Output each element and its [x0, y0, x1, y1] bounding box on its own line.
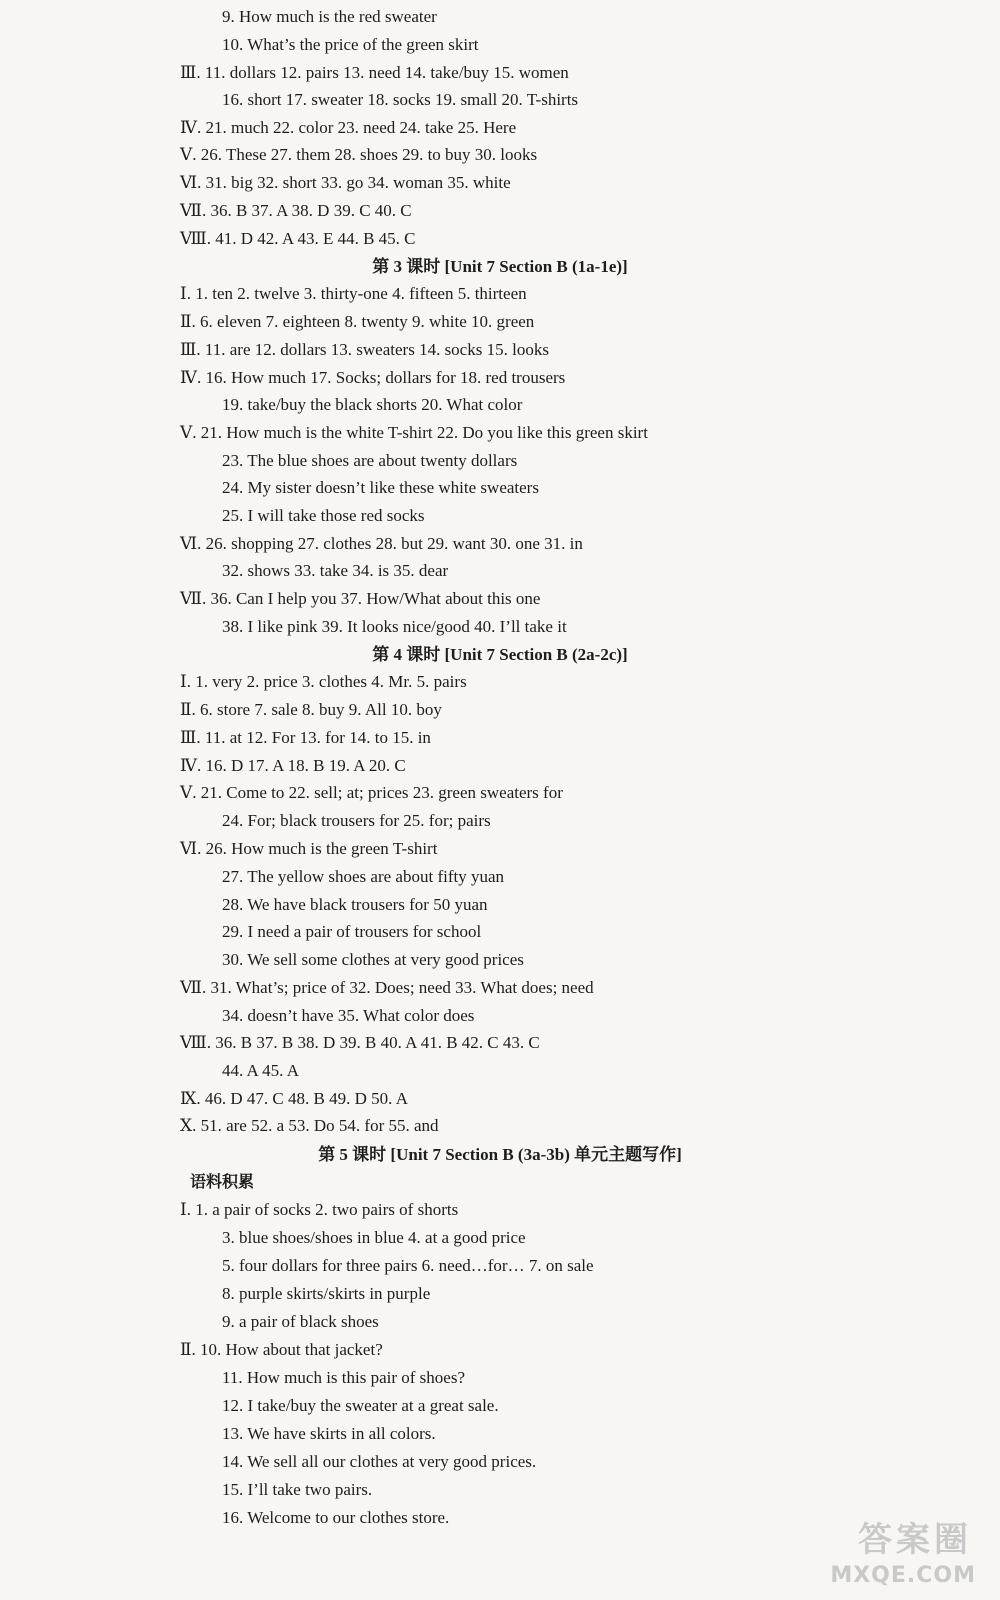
answer-line: Ⅲ. 11. are 12. dollars 13. sweaters 14. socks 15. looks: [180, 340, 549, 359]
answer-line: Ⅹ. 51. are 52. a 53. Do 54. for 55. and: [180, 1116, 439, 1135]
answer-line: 30. We sell some clothes at very good prices: [222, 950, 524, 969]
answer-line: 11. How much is this pair of shoes?: [222, 1368, 466, 1387]
answer-line: 9. a pair of black shoes: [222, 1312, 379, 1331]
answer-line: 24. For; black trousers for 25. for; pairs: [222, 811, 491, 830]
answer-line: Ⅱ. 6. store 7. sale 8. buy 9. All 10. boy: [180, 700, 442, 719]
answer-line: 44. A 45. A: [222, 1061, 299, 1080]
lesson-heading: 第 4 课时 [Unit 7 Section B (2a-2c)]: [372, 645, 628, 664]
section-label: 语料积累: [190, 1172, 255, 1191]
answer-line: Ⅰ. 1. very 2. price 3. clothes 4. Mr. 5. pairs: [180, 672, 467, 691]
answer-line: 16. Welcome to our clothes store.: [222, 1508, 450, 1527]
answer-line: Ⅸ. 46. D 47. C 48. B 49. D 50. A: [180, 1089, 408, 1108]
answer-line: Ⅳ. 21. much 22. color 23. need 24. take 25. Here: [180, 118, 517, 137]
answer-line: 12. I take/buy the sweater at a great sale.: [222, 1396, 499, 1415]
answer-line: 34. doesn’t have 35. What color does: [222, 1006, 475, 1025]
answer-line: 10. What’s the price of the green skirt: [222, 35, 479, 54]
watermark: [792, 1512, 982, 1592]
answer-line: 27. The yellow shoes are about fifty yuan: [222, 867, 505, 886]
answer-line: Ⅷ. 41. D 42. A 43. E 44. B 45. C: [180, 229, 416, 248]
answer-line: Ⅲ. 11. at 12. For 13. for 14. to 15. in: [180, 728, 431, 747]
answer-line: Ⅰ. 1. a pair of socks 2. two pairs of shorts: [180, 1200, 459, 1219]
watermark-logo-text: 答案圈: [858, 1520, 972, 1560]
answer-line: 3. blue shoes/shoes in blue 4. at a good price: [222, 1228, 526, 1247]
answer-line: 16. short 17. sweater 18. socks 19. small 20. T-shirts: [222, 90, 579, 109]
answer-line: Ⅴ. 26. These 27. them 28. shoes 29. to buy 30. looks: [180, 145, 538, 164]
watermark-site-text: MXQE.COM: [830, 1563, 976, 1588]
answer-line: 9. How much is the red sweater: [222, 7, 437, 26]
lesson-heading: 第 3 课时 [Unit 7 Section B (1a-1e)]: [372, 257, 628, 276]
answer-line: Ⅱ. 6. eleven 7. eighteen 8. twenty 9. white 10. green: [180, 312, 535, 331]
answer-line: Ⅲ. 11. dollars 12. pairs 13. need 14. take/buy 15. women: [180, 63, 569, 82]
answer-line: 15. I’ll take two pairs.: [222, 1480, 373, 1499]
answer-line: Ⅱ. 10. How about that jacket?: [180, 1340, 383, 1359]
answer-line: 23. The blue shoes are about twenty dollars: [222, 451, 518, 470]
answer-line: 5. four dollars for three pairs 6. need…for… 7. on sale: [222, 1256, 594, 1275]
answer-line: Ⅴ. 21. Come to 22. sell; at; prices 23. green sweaters for: [180, 783, 563, 802]
answer-line: 28. We have black trousers for 50 yuan: [222, 895, 488, 914]
answer-line: Ⅵ. 26. How much is the green T-shirt: [180, 839, 438, 858]
answer-line: Ⅵ. 26. shopping 27. clothes 28. but 29. want 30. one 31. in: [180, 534, 583, 553]
answer-line: Ⅶ. 36. Can I help you 37. How/What about this one: [180, 589, 541, 608]
lesson-heading: 第 5 课时 [Unit 7 Section B (3a-3b) 单元主题写作]: [318, 1145, 682, 1164]
answer-line: Ⅵ. 31. big 32. short 33. go 34. woman 35. white: [180, 173, 511, 192]
answer-line: 14. We sell all our clothes at very good prices.: [222, 1452, 537, 1471]
answer-line: 13. We have skirts in all colors.: [222, 1424, 436, 1443]
answer-line: Ⅶ. 36. B 37. A 38. D 39. C 40. C: [180, 201, 412, 220]
answer-line: Ⅳ. 16. How much 17. Socks; dollars for 18. red trousers: [180, 368, 566, 387]
answer-line: 32. shows 33. take 34. is 35. dear: [222, 561, 449, 580]
answer-line: 19. take/buy the black shorts 20. What color: [222, 395, 523, 414]
answer-line: 38. I like pink 39. It looks nice/good 40. I’ll take it: [222, 617, 567, 636]
answer-line: Ⅳ. 16. D 17. A 18. B 19. A 20. C: [180, 756, 406, 775]
answer-line: 24. My sister doesn’t like these white sweaters: [222, 478, 539, 497]
answer-line: Ⅷ. 36. B 37. B 38. D 39. B 40. A 41. B 42. C 43. C: [180, 1033, 540, 1052]
answer-line: Ⅶ. 31. What’s; price of 32. Does; need 33. What does; need: [180, 978, 594, 997]
answer-line: Ⅴ. 21. How much is the white T-shirt 22. Do you like this green skirt: [180, 423, 648, 442]
answer-line: 29. I need a pair of trousers for school: [222, 922, 482, 941]
answer-line: 8. purple skirts/skirts in purple: [222, 1284, 431, 1303]
answer-line: 25. I will take those red socks: [222, 506, 425, 525]
answer-line: Ⅰ. 1. ten 2. twelve 3. thirty-one 4. fifteen 5. thirteen: [180, 284, 527, 303]
